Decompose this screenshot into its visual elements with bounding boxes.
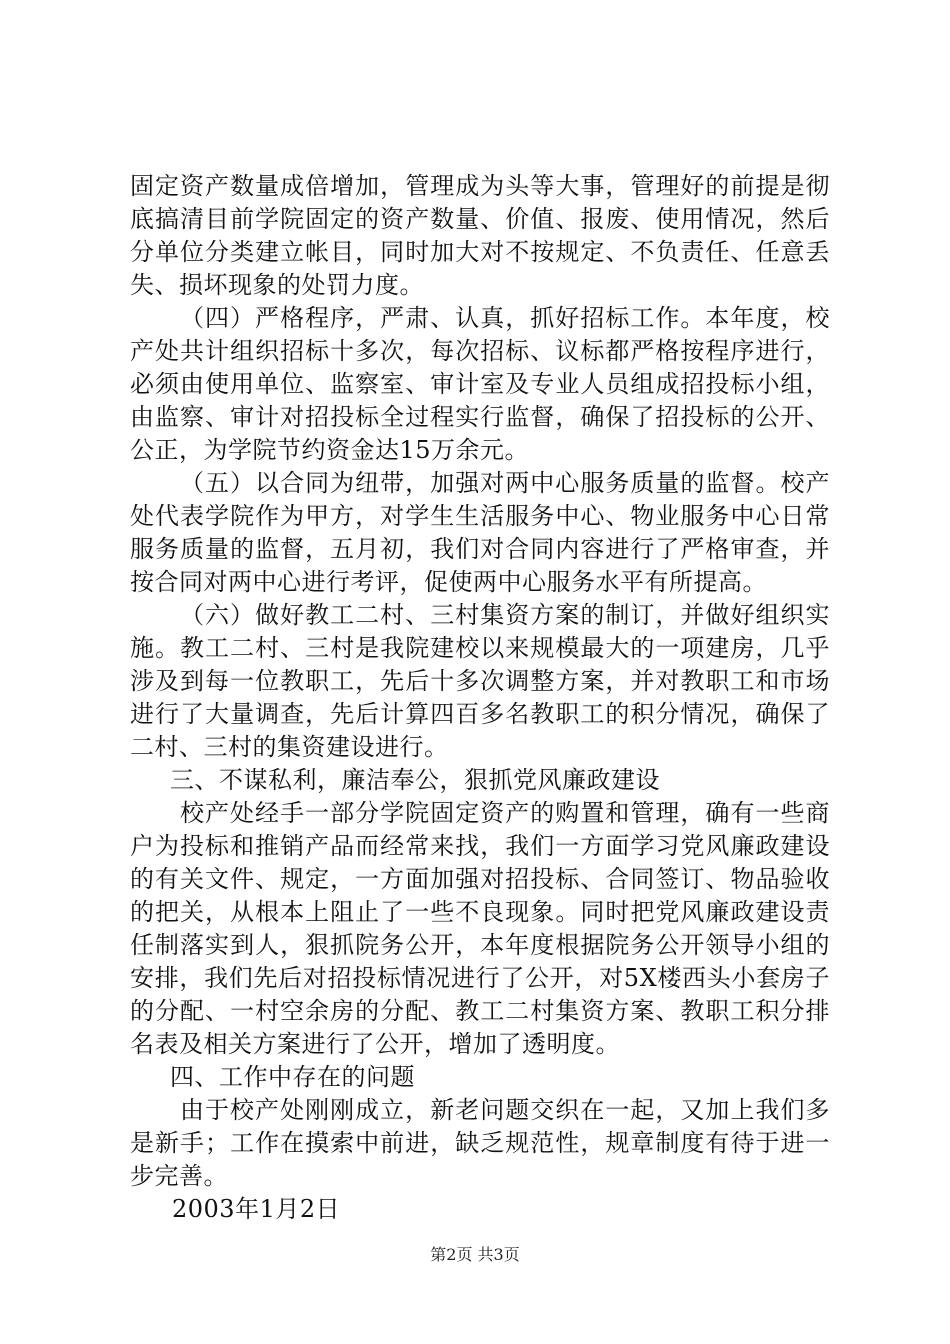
paragraph-problems: 由于校产处刚刚成立，新老问题交织在一起，又加上我们多是新手；工作在摸索中前进，缺乏规范性，规章制度有待于进一步完善。 — [130, 1096, 830, 1190]
paragraph-integrity-work: 校产处经手一部分学院固定资产的购置和管理，确有一些商户为投标和推销产品而经常来找，我们一方面学习党风廉政建设的有关文件、规定，一方面加强对招投标、合同签订、物品验收的把关，从根本上阻止了一些不良现象。同时把党风廉政建设责任制落实到人，狠抓院务公开，本年度根据院务公开领导小组的安排，我们先后对招投标情况进行了公开，对5X楼西头小套房子的分配、一村空余房的分配、教工二村集资方案、教职工积分排名表及相关方案进行了公开，增加了透明度。 — [130, 799, 830, 1058]
paragraph-contract-supervision: （五）以合同为纽带，加强对两中心服务质量的监督。校产处代表学院作为甲方，对学生生活服务中心、物业服务中心日常服务质量的监督，五月初，我们对合同内容进行了严格审查，并按合同对两中心进行考评，促使两中心服务水平有所提高。 — [130, 469, 830, 596]
paragraph-asset-management: 固定资产数量成倍增加，管理成为头等大事，管理好的前提是彻底搞清目前学院固定的资产数量、价值、报废、使用情况，然后分单位分类建立帐目，同时加大对不按规定、不负责任、任意丢失、损坏现象的处罚力度。 — [130, 172, 830, 299]
section-heading-problems: 四、工作中存在的问题 — [170, 1063, 415, 1091]
paragraph-bidding-work: （四）严格程序，严肃、认真，抓好招标工作。本年度，校产处共计组织招标十多次，每次招标、议标都严格按程序进行，必须由使用单位、监察室、审计室及专业人员组成招投标小组，由监察、审计对招投标全过程实行监督，确保了招投标的公开、公正，为学院节约资金达15万余元。 — [130, 304, 830, 464]
page-footer: 第2页 共3页 — [430, 1245, 520, 1264]
document-body — [130, 170, 830, 1226]
document-date: 2003年1月2日 — [172, 1195, 341, 1223]
section-heading-integrity: 三、不谋私利，廉洁奉公，狠抓党风廉政建设 — [170, 766, 660, 794]
paragraph-housing-fund-plan: （六）做好教工二村、三村集资方案的制订，并做好组织实施。教工二村、三村是我院建校以来规模最大的一项建房，几乎涉及到每一位教职工，先后十多次调整方案，并对教职工和市场进行了大量调查，先后计算四百多名教职工的积分情况，确保了二村、三村的集资建设进行。 — [130, 601, 830, 761]
